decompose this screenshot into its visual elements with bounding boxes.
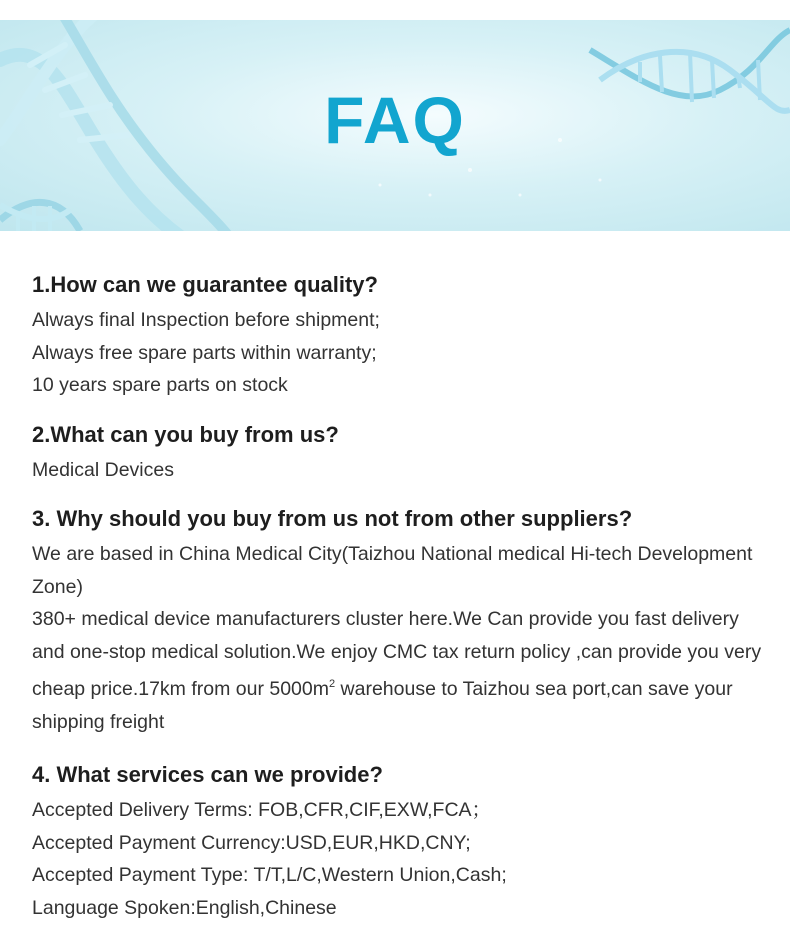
faq-answer-line: Always final Inspection before shipment;	[32, 309, 380, 331]
faq-question: 1.How can we guarantee quality?	[32, 272, 378, 297]
faq-answer-text: 380+ medical device manufacturers cluster here.We Can provide you fast delivery and one-stop medical solution.We enjoy CMC tax return policy ,can provide you very cheap price.17km from our 5000m	[32, 608, 762, 700]
faq-answer-line: Language Spoken:English,Chinese	[32, 896, 337, 919]
faq-item-products	[32, 418, 772, 487]
faq-answer-line: Accepted Payment Type: T/T,L/C,Western Union,Cash;	[32, 864, 507, 886]
faq-answer-text: warehouse to Taizhou sea port,can save your shipping freight	[32, 678, 733, 733]
faq-answer-line: Accepted Delivery Terms: FOB,CFR,CIF,EXW,FCA；	[32, 799, 492, 821]
faq-banner	[0, 20, 790, 231]
faq-answer-paragraph: We are based in China Medical City(Taizhou National medical Hi-tech Development Zone)	[32, 543, 753, 598]
faq-question: 4. What services can we provide?	[32, 762, 383, 787]
faq-answer-paragraph	[32, 603, 772, 738]
faq-title: FAQ	[324, 83, 466, 157]
faq-item-quality	[32, 268, 772, 402]
faq-question: 3. Why should you buy from us not from other suppliers?	[32, 506, 633, 531]
faq-question: 2.What can you buy from us?	[32, 421, 339, 447]
faq-answer-line: Always free spare parts within warranty;	[32, 341, 377, 364]
faq-answer-line: Medical Devices	[32, 458, 174, 481]
faq-answer-line: Accepted Payment Currency:USD,EUR,HKD,CNY;	[32, 831, 471, 854]
superscript-two: 2	[328, 678, 336, 690]
faq-answer-line: 10 years spare parts on stock	[32, 374, 288, 396]
faq-item-why-us	[32, 502, 772, 738]
faq-item-services	[32, 758, 772, 924]
faq-content	[32, 268, 772, 924]
